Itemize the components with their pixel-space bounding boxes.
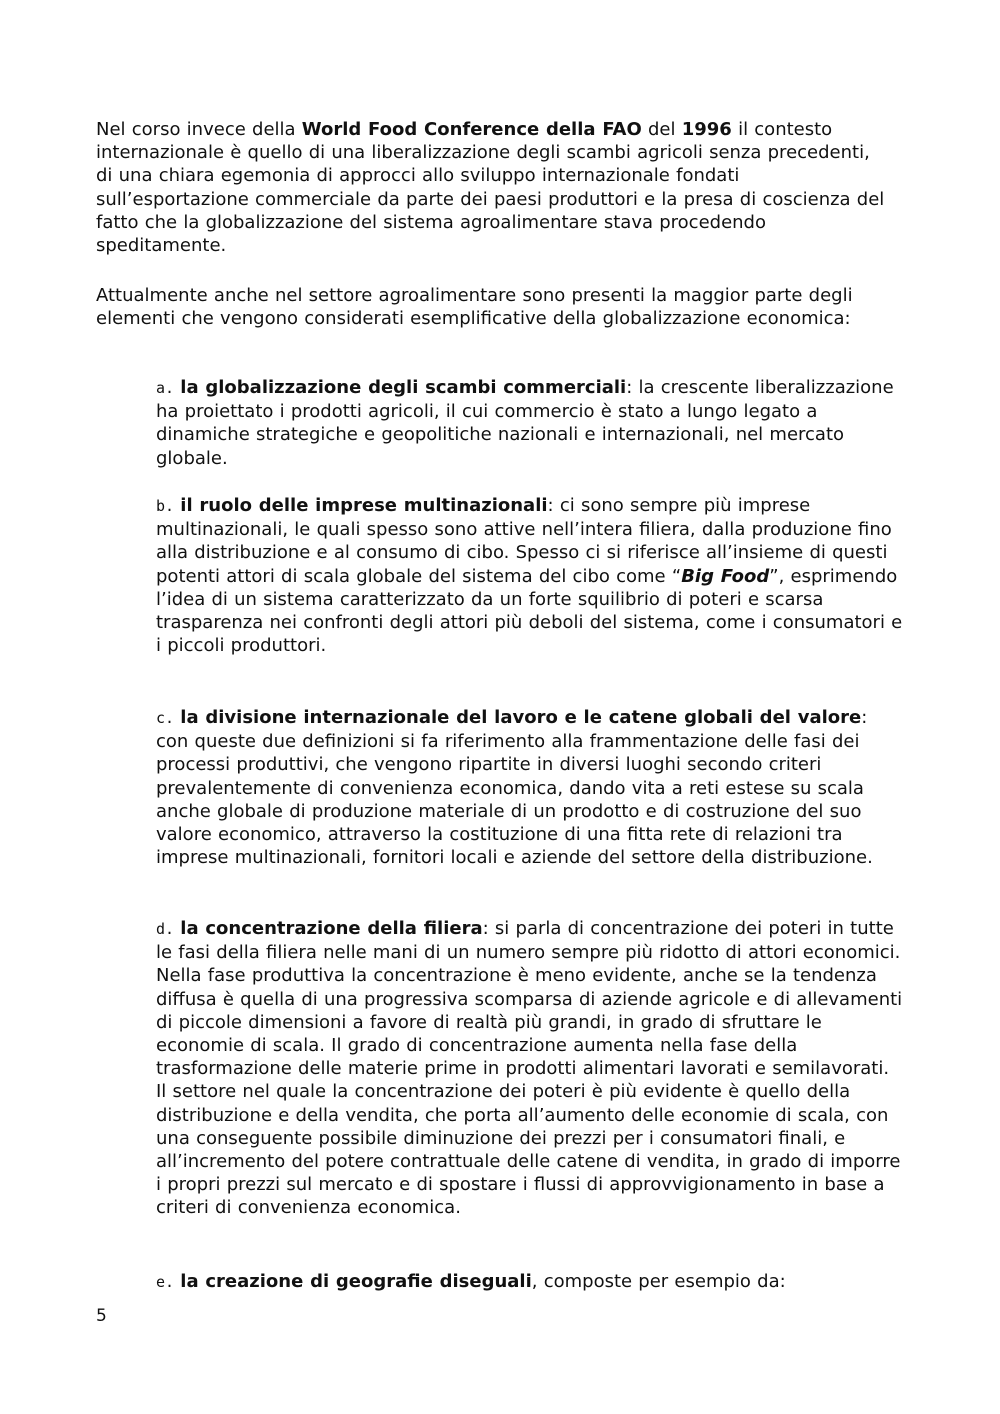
item-text: : con queste due definizioni si fa riferimento alla frammentazione delle fasi dei processi produttivi, che vengono ripartite in diversi luoghi secondo criteri prevalentemente di convenienza economica, dando vita a reti estese su scala anche globale di produzione materiale di un prodotto e di costruzione del suo valore economico, attraverso la costituzione di una fitta rete di relazioni tra imprese multinazionali, fornitori locali e aziende del settore della distribuzione. xyxy=(156,707,873,869)
list-item-a xyxy=(156,376,904,470)
item-label: a. xyxy=(156,379,175,397)
bold-year-1996: 1996 xyxy=(681,119,732,140)
item-label: d. xyxy=(156,920,175,938)
item-heading: la concentrazione della filiera xyxy=(180,918,483,939)
item-text: : si parla di concentrazione dei poteri in tutte le fasi della filiera nelle mani di un numero sempre più ridotto di attori economici. Nella fase produttiva la concentrazione è meno evidente, anche se la tendenza diffusa è quella di una progressiva scomparsa di aziende agricole e di allevamenti di piccole dimensioni a favore di realtà più grandi, in grado di sfruttare le economie di scala. Il grado di concentrazione aumenta nella fase della trasformazione delle materie prime in prodotti alimentari lavorati e semilavorati. Il settore nel quale la concentrazione dei poteri è più evidente è quello della distribuzione e della vendita, che porta all’aumento delle economie di scala, con una conseguente possibile diminuzione dei prezzi per i consumatori finali, e all’incremento del potere contrattuale delle catene di vendita, in grado di imporre i propri prezzi sul mercato e di spostare i flussi di approvvigionamento in base a criteri di convenienza economica. xyxy=(156,918,903,1219)
list-item-e xyxy=(156,1270,904,1294)
paragraph-fao-1996 xyxy=(96,118,886,257)
item-label: b. xyxy=(156,497,175,515)
item-text: : ci sono sempre più imprese multinazionali, le quali spesso sono attive nell’intera filiera, dalla produzione fino alla distribuzione e al consumo di cibo. Spesso ci si riferisce all’insieme di questi potenti attori di scala globale del sistema del cibo come “ xyxy=(156,495,892,587)
item-text-continued: ”, esprimendo l’idea di un sistema caratterizzato da un forte squilibrio di poteri e scarsa trasparenza nei confronti degli attori più deboli del sistema, come i consumatori e i piccoli produttori. xyxy=(156,565,903,657)
item-text: : la crescente liberalizzazione ha proiettato i prodotti agricoli, il cui commercio è stato a lungo legato a dinamiche strategiche e geopolitiche nazionali e internazionali, nel mercato globale. xyxy=(156,377,894,469)
big-food-emphasis: Big Food xyxy=(681,565,770,587)
item-heading: la divisione internazionale del lavoro e le catene globali del valore xyxy=(180,707,862,728)
paragraph-globalizzazione-intro xyxy=(96,284,886,330)
text-run: Nel corso invece della xyxy=(96,119,302,140)
item-heading: la globalizzazione degli scambi commerciali xyxy=(180,377,627,398)
list-item-b xyxy=(156,494,904,657)
list-item-d xyxy=(156,917,904,1220)
text-run: del xyxy=(641,119,682,140)
list-item-c xyxy=(156,706,904,869)
item-heading: il ruolo delle imprese multinazionali xyxy=(180,495,548,516)
item-text: , composte per esempio da: xyxy=(531,1271,786,1292)
item-label: e. xyxy=(156,1273,175,1291)
item-heading: la creazione di geografie diseguali xyxy=(180,1271,532,1292)
item-label: c. xyxy=(156,709,175,727)
bold-world-food-conference: World Food Conference della FAO xyxy=(301,119,642,140)
text-run: il contesto internazionale è quello di una liberalizzazione degli scambi agricoli senza precedenti, di una chiara egemonia di approcci allo sviluppo internazionale fondati sull’esportazione commerciale da parte dei paesi produttori e la presa di coscienza del fatto che la globalizzazione del sistema agroalimentare stava procedendo speditamente. xyxy=(96,119,885,257)
page-number: 5 xyxy=(96,1306,107,1326)
text-run: Attualmente anche nel settore agroalimentare sono presenti la maggior parte degli elementi che vengono considerati esemplificative della globalizzazione economica: xyxy=(96,285,853,330)
